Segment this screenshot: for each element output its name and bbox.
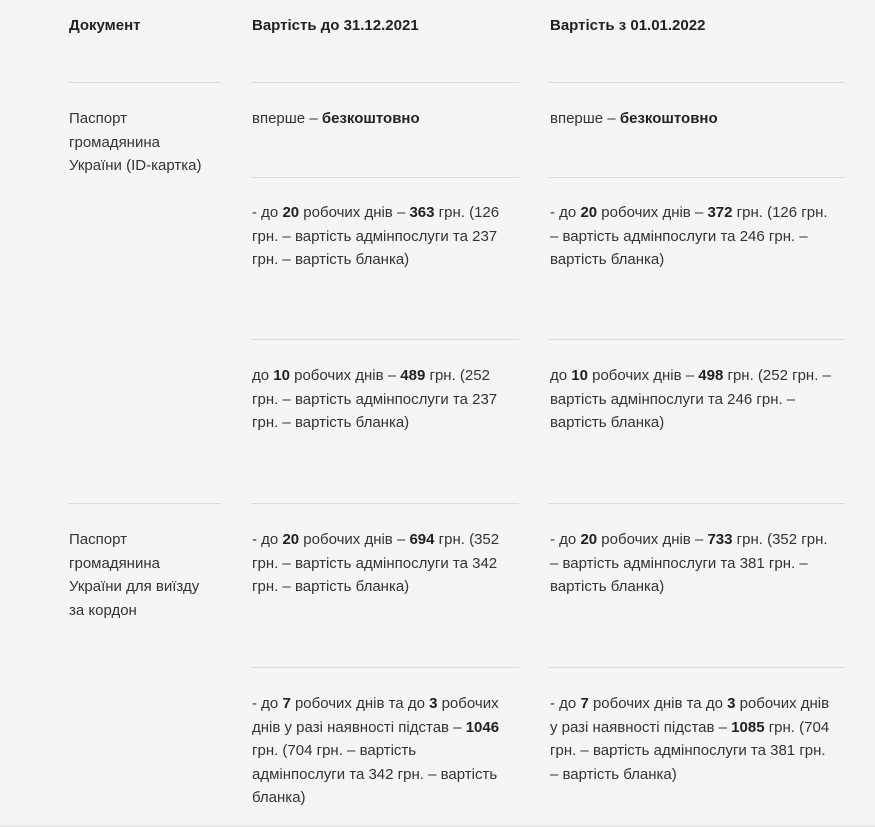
row-divider [549,177,845,178]
text-segment: робочих днів – [299,531,410,548]
text-segment: - до [252,204,283,221]
emphasis-value: 20 [282,204,300,221]
emphasis-value: 498 [698,367,724,384]
header-document: Документ [69,17,141,34]
text-segment: робочих днів у разі наявності підстав – [252,695,499,736]
row-divider [549,82,845,83]
row-divider [69,82,221,83]
price-cell [252,692,512,810]
text-segment: робочих днів – [289,367,401,384]
text-segment: грн. (252 грн. – вартість адмінпослуги та 246 грн. – вартість бланка) [550,367,831,432]
row-divider [251,177,519,178]
row-divider [251,503,519,504]
text-segment: робочих днів та до [588,695,728,712]
row-divider [251,339,519,340]
text-segment: вперше – [252,110,322,127]
text-segment: - до [550,204,581,221]
text-segment: до [550,367,572,384]
text-segment: робочих днів – [597,204,708,221]
text-segment: робочих днів – [587,367,699,384]
text-segment: грн. (126 грн. – вартість адмінпослуги та 246 грн. – вартість бланка) [550,204,828,269]
price-cell [550,107,835,131]
emphasis-value: 489 [400,367,426,384]
row-divider [549,667,845,668]
text-segment: грн. (352 грн. – вартість адмінпослуги та 342 грн. – вартість бланка) [252,531,500,596]
price-cell [550,692,835,786]
text-segment: грн. (704 грн. – вартість адмінпослуги та 381 грн. – вартість бланка) [550,718,830,783]
emphasis-value: безкоштовно [619,110,718,127]
price-cell [550,528,835,599]
emphasis-value: 3 [429,695,438,712]
emphasis-value: 7 [580,695,589,712]
emphasis-value: 1085 [731,718,765,736]
text-segment: робочих днів – [299,204,410,221]
text-segment: грн. (704 грн. – вартість адмінпослуги та 342 грн. – вартість бланка) [252,742,498,807]
emphasis-value: 372 [707,204,733,221]
text-segment: - до [252,531,283,548]
text-segment: робочих днів – [597,531,708,548]
emphasis-value: 363 [409,204,435,221]
price-cell [252,364,512,435]
document-id-card: Паспорт громадянина України (ID-картка) [69,110,202,175]
emphasis-value: 733 [707,531,733,548]
text-segment: - до [550,531,581,548]
price-cell [252,528,512,599]
text-segment: до [252,367,274,384]
text-segment: грн. (352 грн. – вартість адмінпослуги та 381 грн. – вартість бланка) [550,531,828,596]
row-divider [69,503,221,504]
emphasis-value: 10 [571,367,588,384]
text-segment: грн. (252 грн. – вартість адмінпослуги та 237 грн. – вартість бланка) [252,367,498,432]
emphasis-value: безкоштовно [321,110,420,127]
emphasis-value: 20 [580,204,598,221]
emphasis-value: 10 [273,367,290,384]
row-divider [549,339,845,340]
emphasis-value: 694 [409,531,435,548]
text-segment: - до [550,695,581,712]
row-divider [251,82,519,83]
emphasis-value: 20 [580,531,598,548]
emphasis-value: 3 [727,695,736,712]
price-cell [550,364,835,435]
document-foreign-passport: Паспорт громадянина України для виїзду за кордон [69,531,200,619]
header-cost-before: Вартість до 31.12.2021 [252,17,419,34]
text-segment: грн. (126 грн. – вартість адмінпослуги та 237 грн. – вартість бланка) [252,204,500,269]
price-cell [252,201,512,272]
emphasis-value: 1046 [465,718,500,736]
emphasis-value: 20 [282,531,300,548]
text-segment: робочих днів та до [290,695,430,712]
emphasis-value: 7 [282,695,291,712]
row-divider [251,667,519,668]
text-segment: вперше – [550,110,620,127]
row-divider [549,503,845,504]
price-cell [550,201,835,272]
header-cost-after: Вартість з 01.01.2022 [550,17,706,34]
price-cell [252,107,512,131]
text-segment: робочих днів у разі наявності підстав – [550,695,830,736]
text-segment: - до [252,695,283,712]
